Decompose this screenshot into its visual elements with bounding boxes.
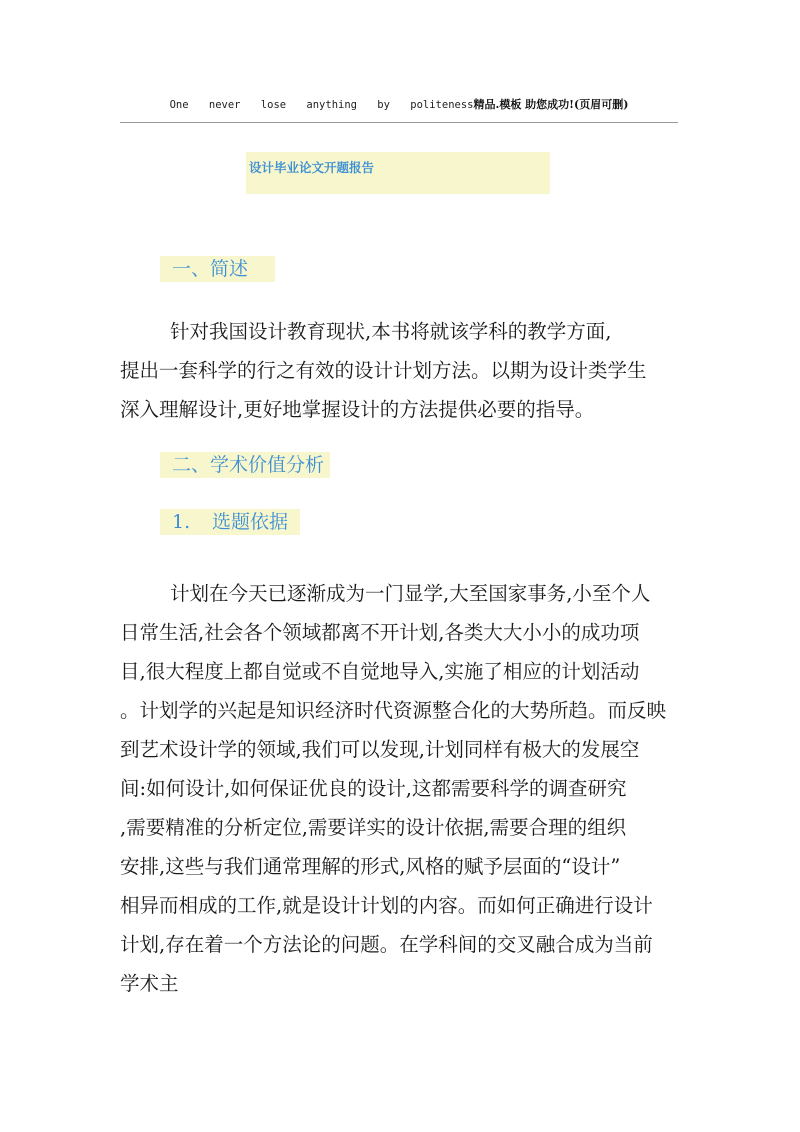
paragraph-line: 深入理解设计,更好地掌握设计的方法提供必要的指导。	[120, 398, 595, 421]
paragraph-line: 间:如何设计,如何保证优良的设计,这都需要科学的调查研究	[120, 777, 627, 800]
header-english-text: One never lose anything by politeness	[169, 99, 474, 111]
overview-paragraph	[120, 312, 678, 429]
section-heading-overview: 一、简述	[160, 256, 275, 282]
topic-basis-paragraph	[120, 574, 678, 1003]
section-heading-academic-value: 二、学术价值分析	[160, 452, 330, 478]
document-title: 设计毕业论文开题报告	[249, 160, 375, 175]
paragraph-line: 学术主	[120, 972, 179, 995]
paragraph-line: 计划在今天已逐渐成为一门显学,大至国家事务,小至个人	[170, 582, 651, 605]
paragraph-line: 安排,这些与我们通常理解的形式,风格的赋予层面的“设计”	[120, 855, 621, 878]
paragraph-line: 相异而相成的工作,就是设计计划的内容。而如何正确进行设计	[120, 894, 653, 917]
subsection-title: 选题依据	[212, 511, 289, 533]
paragraph-line: 计划,存在着一个方法论的问题。在学科间的交叉融合成为当前	[120, 933, 653, 956]
header-divider	[120, 122, 678, 123]
paragraph-line: 目,很大程度上都自觉或不自觉地导入,实施了相应的计划活动	[120, 660, 640, 683]
paragraph-line: 针对我国设计教育现状,本书将就该学科的教学方面,	[170, 320, 612, 343]
paragraph-line: ,需要精准的分析定位,需要详实的设计依据,需要合理的组织	[120, 816, 627, 839]
header-chinese-text: 精品.模板 助您成功!(页眉可删)	[473, 98, 629, 111]
subsection-heading-topic-basis	[160, 509, 300, 535]
page-header	[120, 96, 678, 116]
document-title-box	[246, 152, 550, 194]
paragraph-line: 日常生活,社会各个领域都离不开计划,各类大大小小的成功项	[120, 621, 640, 644]
subsection-number: 1.	[172, 511, 191, 533]
paragraph-line: 。计划学的兴起是知识经济时代资源整合化的大势所趋。而反映	[120, 699, 667, 722]
paragraph-line: 提出一套科学的行之有效的设计计划方法。以期为设计类学生	[120, 359, 647, 382]
paragraph-line: 到艺术设计学的领域,我们可以发现,计划同样有极大的发展空	[120, 738, 640, 761]
